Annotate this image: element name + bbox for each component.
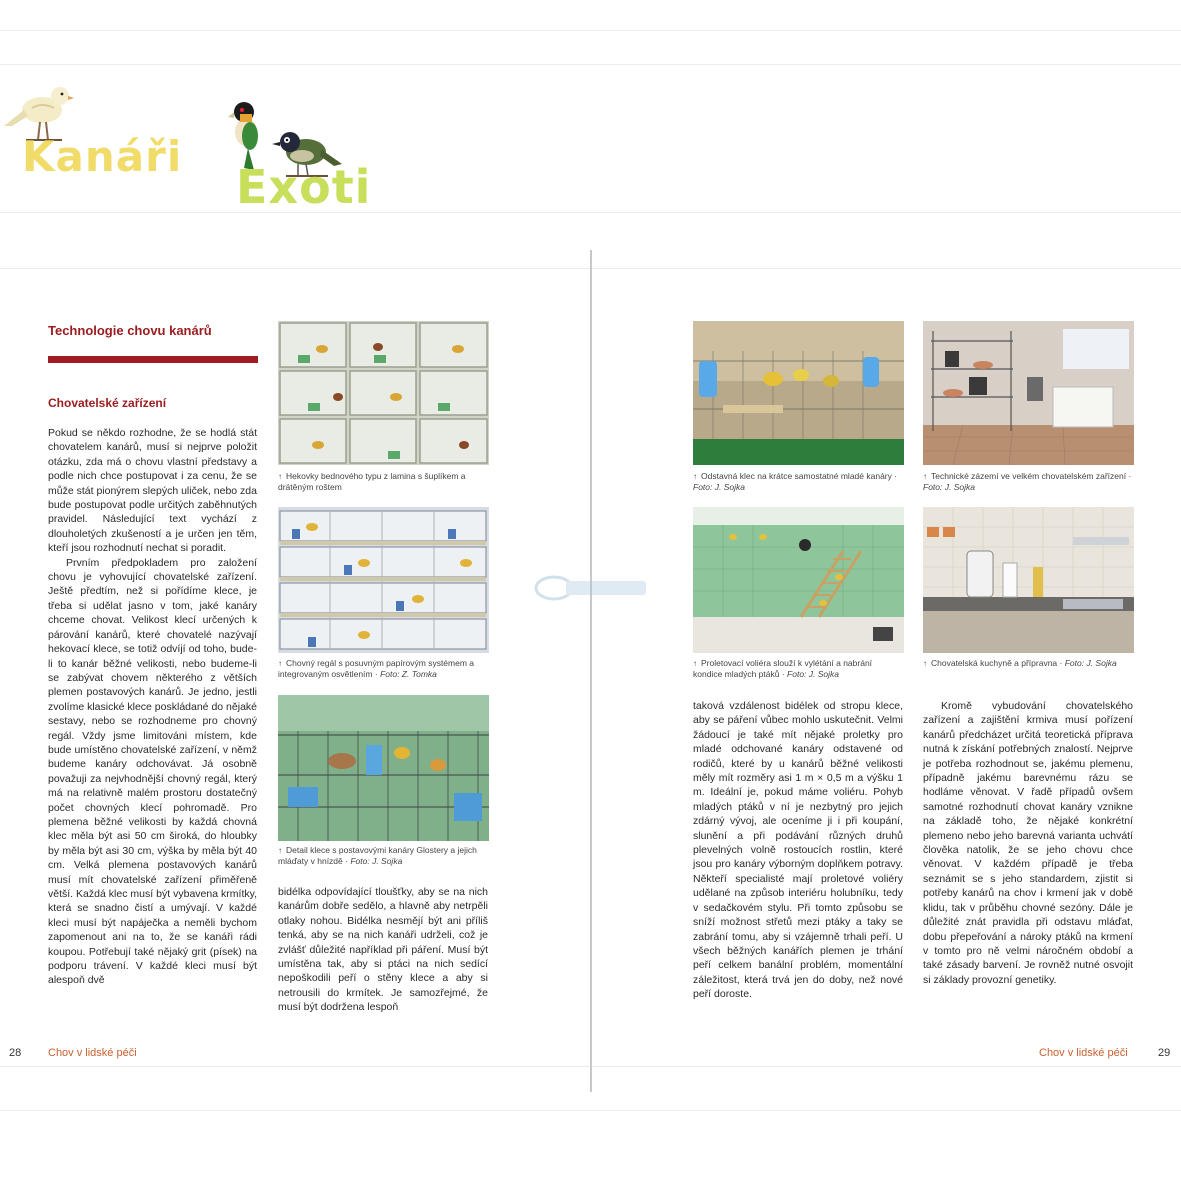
photo-cage-detail: [278, 695, 489, 841]
caption: ↑ Chovatelská kuchyně a přípravna · Foto: J. Sojka: [923, 658, 1117, 668]
caption: ↑ Technické zázemí ve velkém chovatelském zařízení · Foto: J. Sojka: [923, 471, 1132, 492]
paragraph: Pokud se někdo rozhodne, že se hodlá stát chovatelem kanárů, musí si nejprve položit otázku, zda má o chovu vlastní představy a podle nich chce postupovat i za cenu, že se může stát pionýrem slepých uliček, nebo zda bude postupovat podle určitých zaběhnutých pravidel. Následující text vychází z dlouholetých zkušeností a je určen jen těm, kteří jsou rozhodnutí nechat si poradit.: [48, 427, 257, 555]
photo-kitchen: [923, 507, 1134, 653]
section-divider: [48, 356, 258, 363]
paragraph: taková vzdálenost bidélek od stropu klece, aby se páření vůbec mohlo uskutečnit. Velmi žádoucí je také mít nějaké proletky pro mladé odchované kanáry odstavené od rodičů, které by u kanárů běžné velikosti měly mít rozměry asi 1 m × 0,5 m a výšku 1 m. Ideální je, pokud máme voliéru. Pohyb mladých ptáků v ní je nezbytný pro jejich zdárný vývoj, ale oceníme ji i při koupání, slunění a při podávání různých druhů plevelných volně rostoucích rostlin, které jsou pro kanáry výborným doplňkem potravy. Někteří specialisté mají proletové voliéry udělané na způsob interiéru holubníku, tedy v sedačkovém stylu. Při tomto způsobu se sníží možnost střetů mezi ptáky a taky se zabrání tomu, aby si vzájemně trhali peří. U všech běžných kanářích plemen je trhání peří celkem banální problém, momentální záležitost, která trvá jen do doby, než nové peří doroste.: [693, 700, 903, 1001]
text-column-2: [278, 885, 488, 1015]
photo-weaning-cage: [693, 321, 904, 465]
text-column-3: [693, 699, 903, 1002]
photo-technical-room: [923, 321, 1134, 465]
arrow-up-icon: ↑: [693, 472, 697, 481]
arrow-up-icon: ↑: [278, 846, 282, 855]
photo-breeding-cages: [278, 321, 489, 465]
section-title: Technologie chovu kanárů: [48, 323, 212, 338]
arrow-up-icon: ↑: [278, 472, 282, 481]
caption: ↑ Odstavná klec na krátce samostatné mladé kanáry · Foto: J. Sojka: [693, 471, 898, 492]
bg-line: [0, 30, 1181, 31]
caption: ↑ Proletovací voliéra slouží k vylétání a nabrání kondice mladých ptáků · Foto: J. Sojka: [693, 658, 873, 679]
arrow-up-icon: ↑: [923, 659, 927, 668]
bg-line: [0, 64, 1181, 65]
caption: ↑ Detail klece s postavovými kanáry Glostery a jejich mláďaty v hnízdě · Foto: J. Sojka: [278, 845, 477, 866]
paragraph: Prvním předpokladem pro založení chovu je vyhovující chovatelské zařízení. Ještě předtím, než si pořídíme klece, je třeba si udělat jasno v tom, jaké kanáry chceme chovat. Velikost klecí určených k párování kanárů, které chovatelé nazývají hekovací klece, se totiž odvíjí od toho, bude-li to kanár běžné velikosti, nebo budeme-li se zabývat chovem některého z větších plemen postavových kanárů. Je jedno, jestli zvolíme klasické klece poskládané do nějaké sestavy, nebo se rozhodneme pro chovný regál. Vždy jsme limitováni místem, kde bude umístěno chovatelské zařízení, v němž budeme kanáry odchovávat. Já osobně považuji za nejvhodnější chovný regál, který má na relativně malém prostoru dostatečný počet chovných klecí pohromadě. Pro plemena běžné velikosti by každá chovná klec měla být asi 50 cm široká, do hloubky by měla být asi 30 cm, výška by měla být 40 cm. Velká plemena postavových kanárů musí mít chovatelské zařízení přiměřeně větší. Každá klec musí být vybavena krmítky, která se snadno čistí a umývají. V každé kleci musí být napáječka a neměli bychom zapomenout ani na to, že se kanáři rádi koupou. Potřebují také nějaký grit (písek) na podporu trávení. V každé kleci musí být alespoň dvě: [48, 556, 257, 987]
running-footer-left: Chov v lidské péči: [48, 1047, 137, 1059]
running-footer-right: Chov v lidské péči: [1039, 1047, 1128, 1059]
page-number-left: 28: [9, 1047, 22, 1059]
arrow-up-icon: ↑: [278, 659, 282, 668]
text-column-1: [48, 426, 257, 988]
photo-breeding-rack: [278, 507, 489, 653]
paragraph: Kromě vybudování chovatelského zařízení a zajištění krmiva musí pořízení kanárů předcházet určitá teoretická příprava nutná k získání potřebných znalostí. Nejprve je potřeba rozhodnout se, jakému plemenu, případně jakému barevnému rázu se hodláme věnovat. V řadě případů ovšem samotné rozhodnutí chovat kanáry vznikne na základě toho, že nějaké konkrétní plemeno nebo jeho barevná varianta uchvátí člověka natolik, že se jeho chovu chce věnovat. V každém případě je třeba seznámit se s jeho standardem, zjistit si potřeby kanárů na chov i krmení jak v době klidu, tak v průběhu chovné sezóny. Dále je důležité znát pravidla při odstavu mláďat, dobu přepeřování a nároky ptáků na krmení v tomto pro ně velmi náročném období a také zásady barvení. Je rovněž nutné osvojit si základy provozní genetiky.: [923, 700, 1133, 986]
arrow-up-icon: ↑: [923, 472, 927, 481]
arrow-up-icon: ↑: [693, 659, 697, 668]
subsection-title: Chovatelské zařízení: [48, 396, 167, 410]
bg-line: [0, 212, 1181, 213]
page-spine: [590, 250, 592, 1092]
watermark-logo: [530, 571, 650, 605]
text-column-4: [923, 699, 1133, 987]
page-number-right: 29: [1158, 1047, 1171, 1059]
photo-flight-aviary: [693, 507, 904, 653]
logo-kanari: Kanáři: [22, 132, 183, 181]
caption: ↑ Hekovky bednového typu z lamina s šuplíkem a drátěným roštem: [278, 471, 466, 492]
bg-line: [0, 1110, 1181, 1111]
paragraph: bidélka odpovídající tloušťky, aby se na nich kanárům dobře sedělo, a hlavně aby netrpěli otlaky nohou. Bidélka nesmějí být ani příliš tenká, aby se na nich kanáři udrželi, což je zvlášť důležité například při páření. Musí být umístěna tak, aby si ptáci na nich sedící nepoškodili peří o stěny klece a aby si netrousili do krmítek. Je samozřejmé, že musí být dodržena lespoň: [278, 886, 488, 1014]
caption: ↑ Chovný regál s posuvným papírovým systémem a integrovaným osvětlením · Foto: Z. Tomka: [278, 658, 475, 679]
logo-exoti: Exoti: [236, 160, 372, 214]
